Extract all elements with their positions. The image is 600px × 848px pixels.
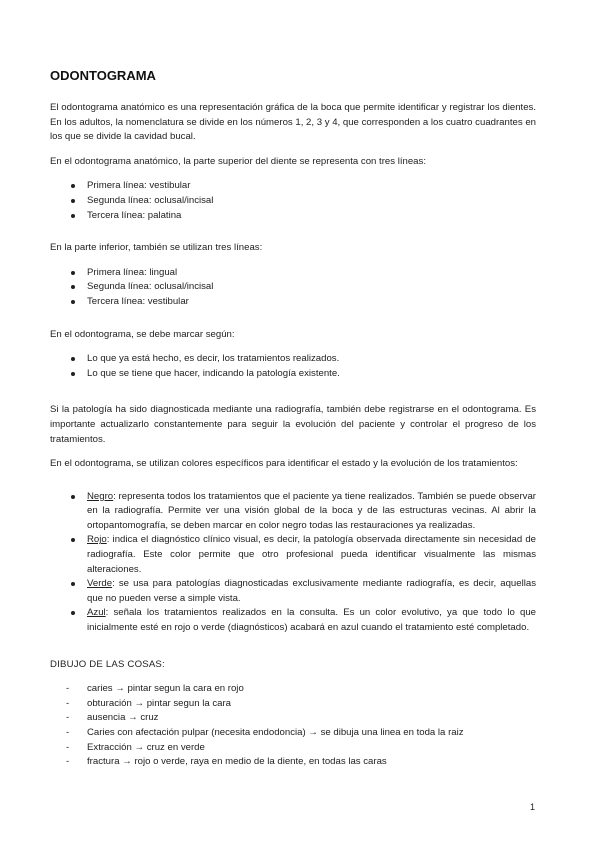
list-item: Primera línea: vestibular bbox=[50, 179, 536, 194]
list-item: - Caries con afectación pulpar (necesita endodoncia) → se dibuja una linea en toda la raiz bbox=[50, 726, 536, 741]
upper-lines-list bbox=[50, 179, 536, 223]
color-term-verde: Verde bbox=[87, 578, 113, 590]
lower-lines-list bbox=[50, 266, 536, 310]
list-item: Segunda línea: oclusal/incisal bbox=[50, 194, 536, 209]
radiography-paragraph: Si la patología ha sido diagnosticada mediante una radiografía, también debe registrarse en el odontograma. Es importante actualizarlo constantemente para seguir la evolución del paciente y controlar el progreso de los tratamientos. bbox=[50, 404, 536, 445]
color-item-verde bbox=[50, 577, 536, 606]
color-description-azul: : señala los tratamientos realizados en la consulta. Es un color evolutivo, ya que todo lo que inicialmente esté en rojo o verde (diagnósticos) acabará en azul cuando el tratamiento esté completado. bbox=[87, 607, 536, 634]
color-term-negro: Negro bbox=[87, 490, 114, 502]
list-item: Primera línea: lingual bbox=[50, 266, 536, 281]
drawing-items-list bbox=[50, 682, 536, 770]
color-item-rojo bbox=[50, 533, 536, 577]
page-number: 1 bbox=[529, 802, 535, 812]
mark-items-list bbox=[50, 352, 536, 381]
list-item: Lo que se tiene que hacer, indicando la patología existente. bbox=[50, 367, 536, 382]
list-item: - Extracción → cruz en verde bbox=[50, 741, 536, 756]
color-term-rojo: Rojo bbox=[87, 534, 107, 546]
color-description-verde: : se usa para patologías diagnosticadas exclusivamente mediante radiografía, es decir, aquellas que no pueden verse a simple vista. bbox=[87, 578, 536, 604]
list-item: Tercera línea: vestibular bbox=[50, 295, 536, 310]
list-item: Segunda línea: oclusal/incisal bbox=[50, 280, 536, 295]
document-title: ODONTOGRAMA bbox=[50, 68, 156, 83]
list-item: - obturación → pintar segun la cara bbox=[50, 697, 536, 712]
list-item: - caries → pintar segun la cara en rojo bbox=[50, 682, 536, 697]
lower-intro-paragraph: En la parte inferior, también se utilizan tres líneas: bbox=[50, 242, 263, 254]
document-page bbox=[50, 68, 536, 770]
color-item-azul bbox=[50, 606, 536, 635]
upper-intro-paragraph: En el odontograma anatómico, la parte superior del diente se representa con tres líneas: bbox=[50, 155, 426, 167]
list-item: Tercera línea: palatina bbox=[50, 209, 536, 224]
intro-paragraph: El odontograma anatómico es una representación gráfica de la boca que permite identificar y registrar los dientes. En los adultos, la nomenclatura se divide en los números 1, 2, 3 y 4, que corresponden a los cuatro cuadrantes en los que se divide la cavidad bucal. bbox=[50, 102, 536, 143]
mark-intro-paragraph: En el odontograma, se debe marcar según: bbox=[50, 328, 235, 340]
color-item-negro bbox=[50, 490, 536, 534]
drawing-heading: DIBUJO DE LAS COSAS: bbox=[50, 658, 165, 670]
colors-intro-paragraph: En el odontograma, se utilizan colores específicos para identificar el estado y la evolución de los tratamientos: bbox=[50, 458, 518, 470]
list-item: Lo que ya está hecho, es decir, los tratamientos realizados. bbox=[50, 352, 536, 367]
list-item: - fractura → rojo o verde, raya en medio de la diente, en todas las caras bbox=[50, 755, 536, 770]
colors-list bbox=[50, 490, 536, 636]
color-description-rojo: : indica el diagnóstico clínico visual, es decir, la patología observada directamente sin necesidad de radiografía. Este color permite que otro profesional pueda identificar visualmente las mismas alteraciones. bbox=[87, 534, 536, 575]
color-description-negro: : representa todos los tratamientos que el paciente ya tiene realizados. También se puede observar en la radiografía. Permite ver una visión global de la boca y de las estructuras vecinas. Al abrir la ortopantomografía, se deben marcar en color negro todas las restauraciones ya realizadas. bbox=[87, 490, 536, 531]
color-term-azul: Azul bbox=[87, 607, 106, 619]
list-item: - ausencia → cruz bbox=[50, 711, 536, 726]
